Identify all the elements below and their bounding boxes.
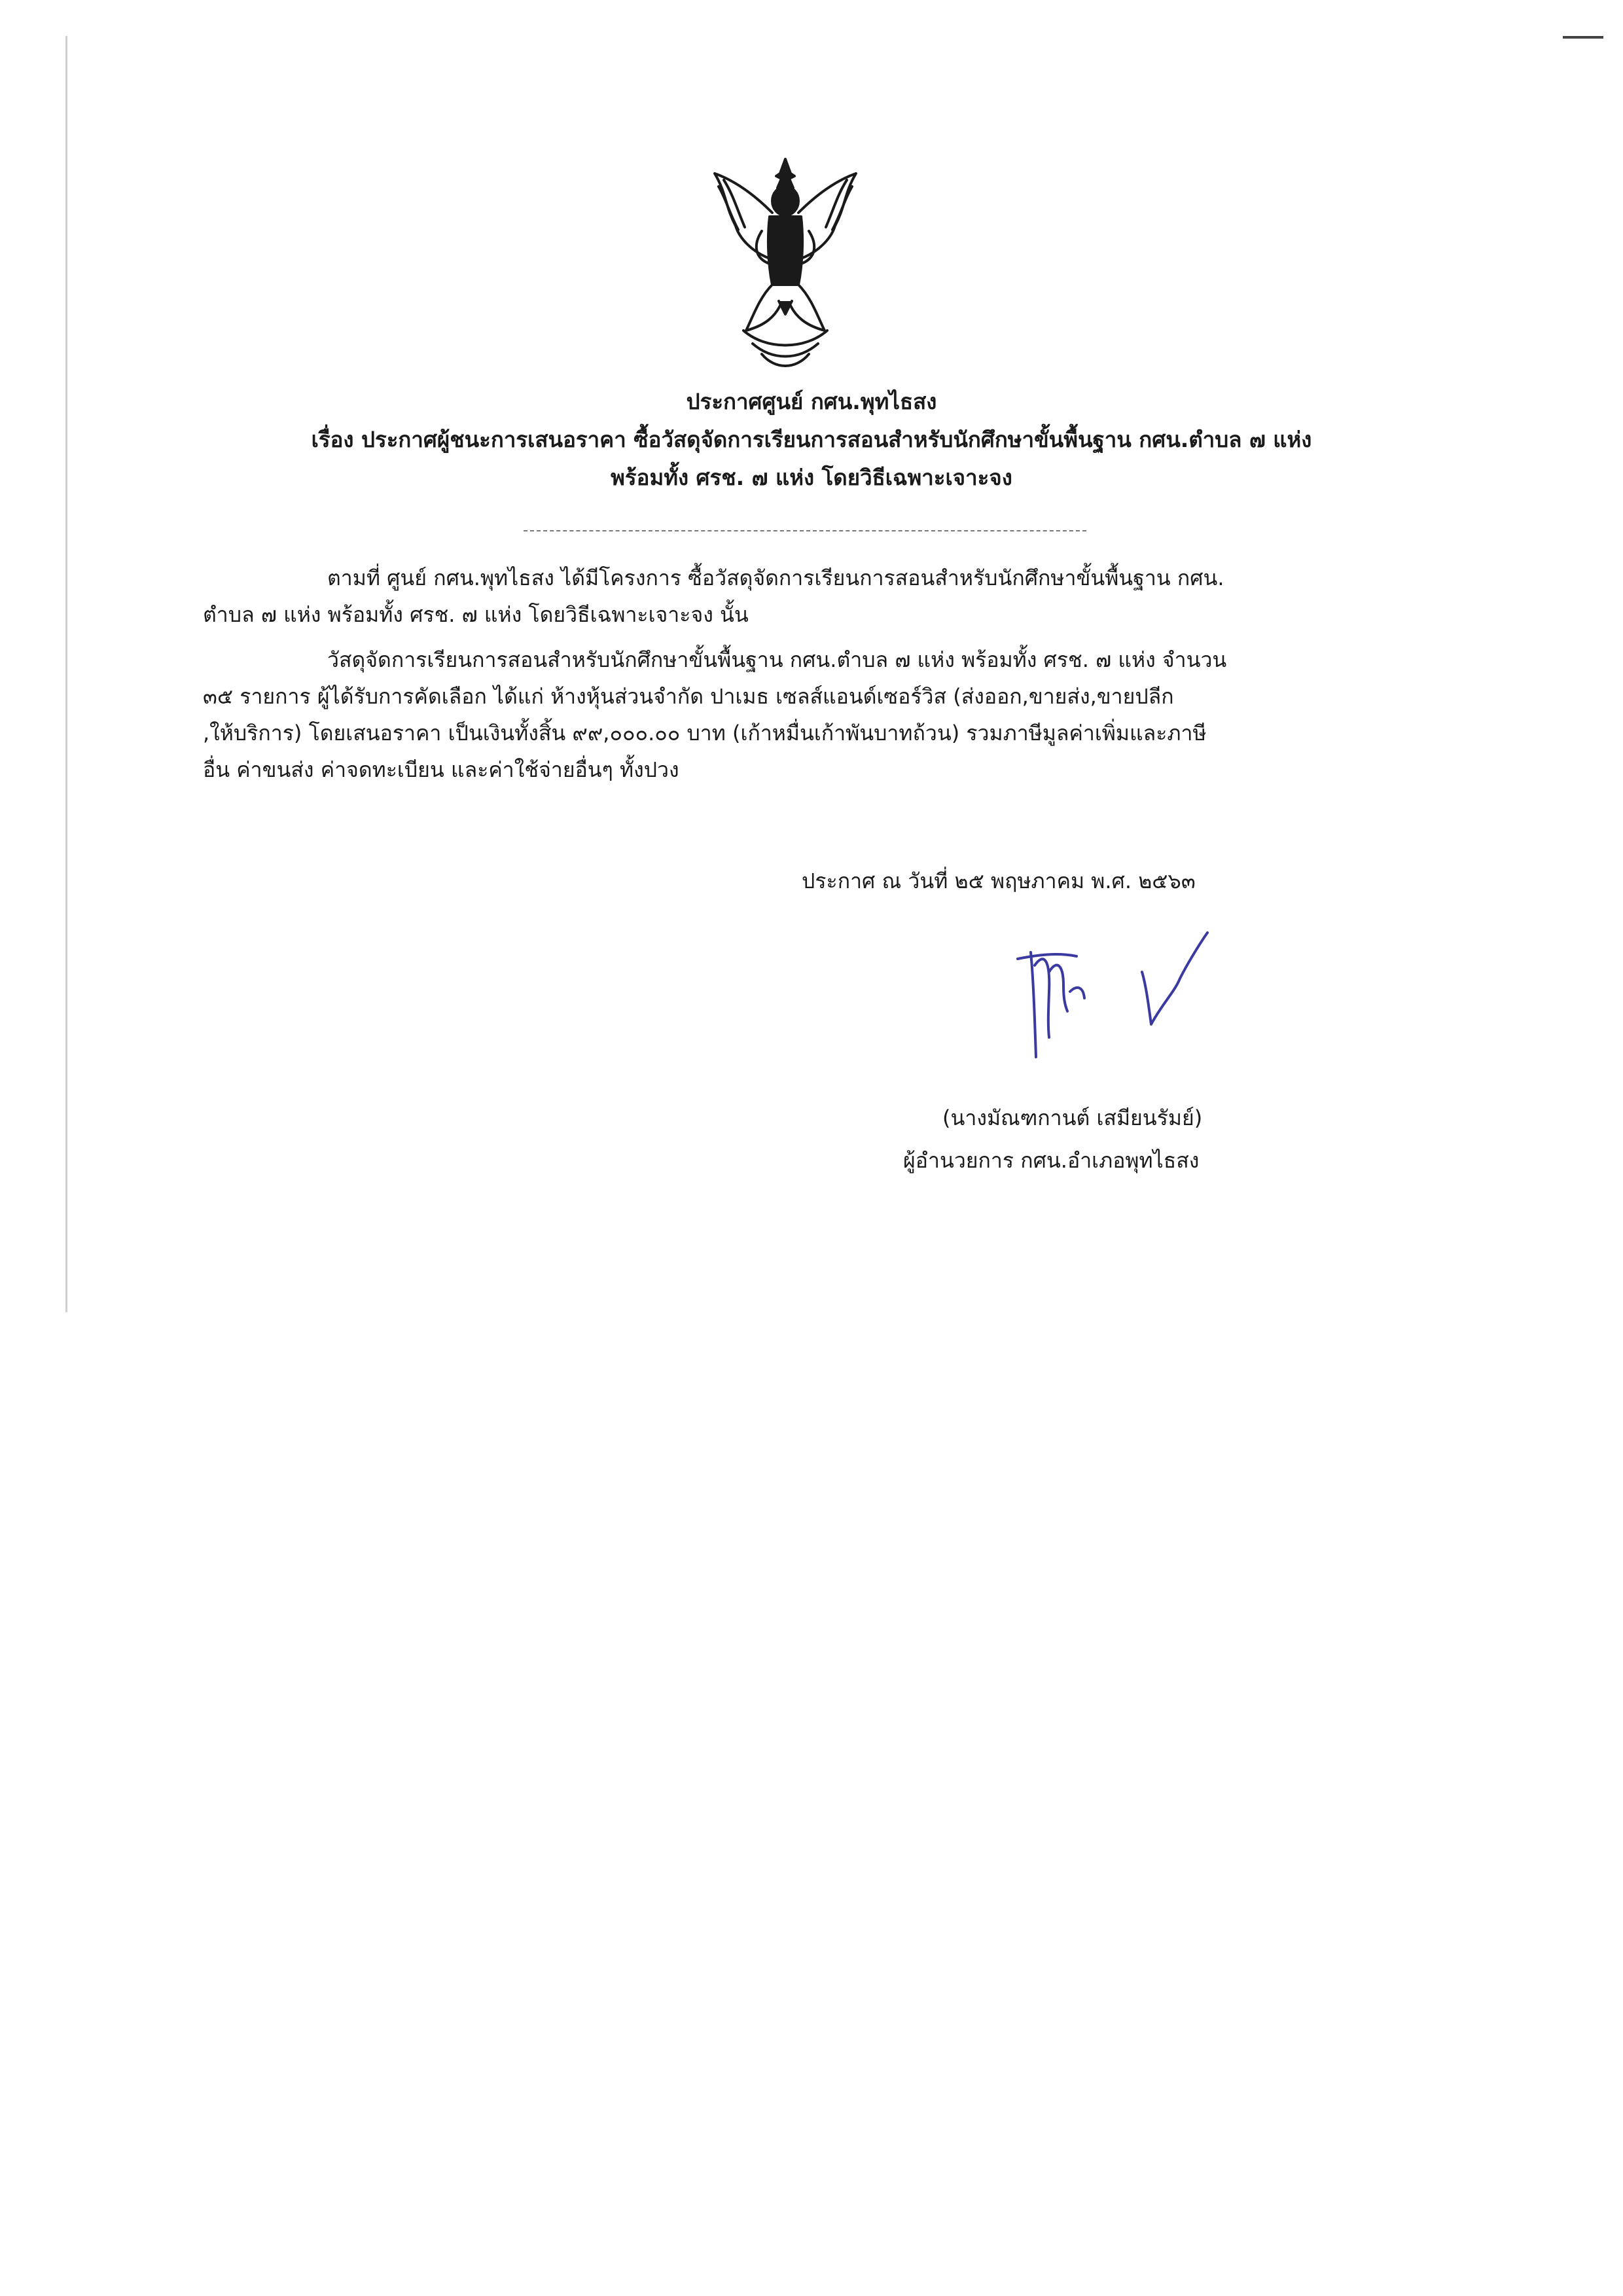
garuda-emblem-icon (707, 154, 864, 376)
paragraph-2-line-3: ,ให้บริการ) โดยเสนอราคา เป็นเงินทั้งสิ้น ๙๙,๐๐๐.๐๐ บาท (เก้าหมื่นเก้าพันบาทถ้วน) รวมภาษีมูลค่าเพิ่มและภาษี (203, 721, 1207, 745)
announcement-heading (0, 383, 1623, 497)
subject-line-2: พร้อมทั้ง ศรช. ๗ แห่ง โดยวิธีเฉพาะเจาะจง (611, 465, 1012, 490)
body-paragraph-2 (203, 641, 1387, 788)
signer-title: ผู้อำนวยการ กศน.อำเภอพุทไธสง (903, 1148, 1200, 1173)
announcement-title: ประกาศศูนย์ กศน.พุทไธสง (686, 389, 937, 414)
signer-name: (นางมัณฑกานต์ เสมียนรัมย์) (942, 1105, 1203, 1130)
scan-corner-mark (1563, 36, 1603, 39)
paragraph-2-line-1: วัสดุจัดการเรียนการสอนสำหรับนักศึกษาขั้นพื้นฐาน กศน.ตำบล ๗ แห่ง พร้อมทั้ง ศรช. ๗ แห่ง จำนวน (327, 647, 1227, 672)
heading-divider (524, 530, 1086, 531)
subject-line-1: เรื่อง ประกาศผู้ชนะการเสนอราคา ซื้อวัสดุจัดการเรียนการสอนสำหรับนักศึกษาขั้นพื้นฐาน กศน.ตำบล ๗ แห่ง (311, 427, 1312, 452)
handwritten-signature (1011, 926, 1234, 1077)
paragraph-2-line-4: อื่น ค่าขนส่ง ค่าจดทะเบียน และค่าใช้จ่ายอื่นๆ ทั้งปวง (203, 757, 679, 782)
scan-edge-line (65, 36, 67, 1312)
paragraph-1-line-1: ตามที่ ศูนย์ กศน.พุทไธสง ได้มีโครงการ ซื้อวัสดุจัดการเรียนการสอนสำหรับนักศึกษาขั้นพื้นฐาน กศน. (327, 565, 1224, 590)
paragraph-2-line-2: ๓๕ รายการ ผู้ได้รับการคัดเลือก ได้แก่ ห้างหุ้นส่วนจำกัด ปาเมธ เซลส์แอนด์เซอร์วิส (ส่งออก,ขายส่ง,ขายปลีก (203, 684, 1174, 709)
paragraph-1-line-2: ตำบล ๗ แห่ง พร้อมทั้ง ศรช. ๗ แห่ง โดยวิธีเฉพาะเจาะจง นั้น (203, 602, 749, 627)
body-paragraph-1 (203, 560, 1387, 633)
announcement-date: ประกาศ ณ วันที่ ๒๕ พฤษภาคม พ.ศ. ๒๕๖๓ (802, 869, 1196, 893)
